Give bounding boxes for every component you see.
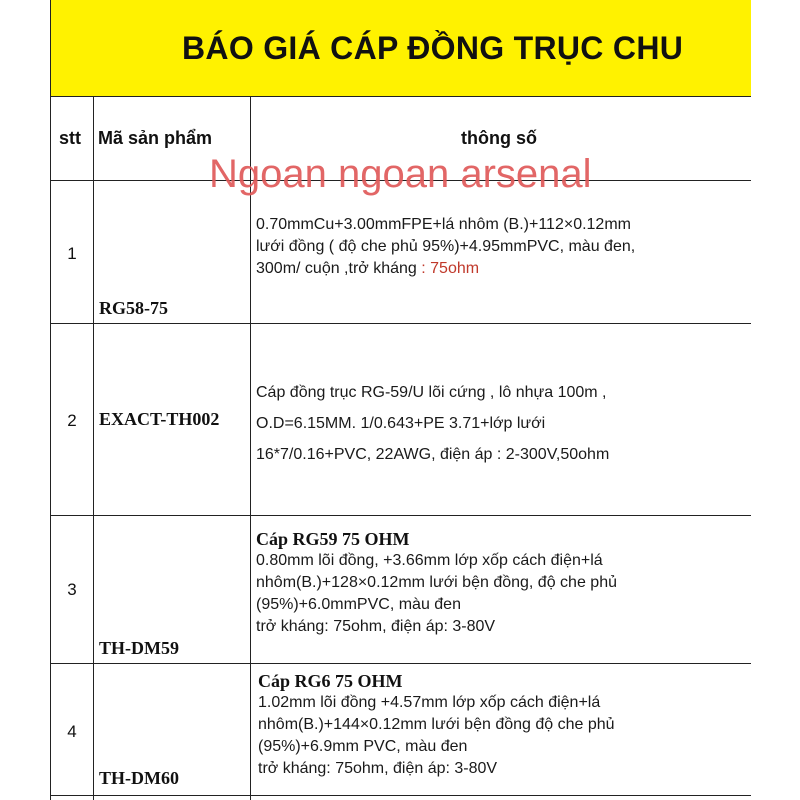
row-spec — [256, 377, 609, 470]
spec-line: 0.70mmCu+3.00mmFPE+lá nhôm (B.)+112×0.12mm — [256, 216, 631, 233]
spec-heading: Cáp RG59 75 OHM — [256, 529, 410, 549]
row-product-code: EXACT-TH002 — [99, 409, 220, 429]
header-spec: thông số — [461, 128, 537, 148]
row-spec — [256, 528, 617, 638]
row-stt: 1 — [67, 244, 77, 263]
grid-line-horizontal — [51, 663, 751, 664]
grid-line-vertical — [93, 96, 94, 800]
row-product-code: TH-DM60 — [99, 768, 179, 788]
price-sheet — [50, 0, 751, 800]
row-stt: 2 — [67, 411, 77, 430]
spec-line: 16*7/0.16+PVC, 22AWG, điện áp : 2-300V,50ohm — [256, 446, 610, 463]
grid-line-horizontal — [51, 795, 751, 796]
grid-line-vertical — [250, 96, 251, 800]
spec-line: trở kháng: 75ohm, điện áp: 3-80V — [258, 760, 498, 777]
spec-line: O.D=6.15MM. 1/0.643+PE 3.71+lớp lưới — [256, 415, 546, 432]
row-stt: 4 — [67, 722, 77, 741]
spec-line: 1.02mm lõi đồng +4.57mm lớp xốp cách điện+lá — [258, 694, 601, 711]
row-product-code: TH-DM59 — [99, 638, 179, 658]
spec-line: lưới đồng ( độ che phủ 95%)+4.95mmPVC, màu đen, — [256, 238, 636, 255]
spec-heading: Cáp RG6 75 OHM — [258, 671, 403, 691]
header-product-code: Mã sản phẩm — [98, 128, 213, 148]
row-stt: 3 — [67, 580, 77, 599]
spec-line: nhôm(B.)+144×0.12mm lưới bện đồng độ che phủ — [258, 716, 615, 733]
grid-line-horizontal — [51, 323, 751, 324]
row-product-code: RG58-75 — [99, 298, 168, 318]
watermark: Ngoan ngoan arsenal — [209, 152, 592, 196]
row-spec — [256, 214, 635, 280]
title-bar — [51, 0, 751, 97]
spec-line: 300m/ cuộn ,trở kháng : 75ohm — [256, 260, 480, 277]
impedance-highlight: : 75ohm — [421, 260, 480, 277]
spec-line: 0.80mm lõi đồng, +3.66mm lớp xốp cách điện+lá — [256, 552, 603, 569]
spec-line: (95%)+6.9mm PVC, màu đen — [258, 738, 468, 755]
page-title: BÁO GIÁ CÁP ĐỒNG TRỤC CHU — [182, 30, 684, 66]
row-spec — [258, 670, 615, 780]
spec-line: nhôm(B.)+128×0.12mm lưới bện đồng, độ che phủ — [256, 574, 617, 591]
header-stt: stt — [59, 128, 81, 148]
grid-line-horizontal — [51, 515, 751, 516]
spec-line: (95%)+6.0mmPVC, màu đen — [256, 596, 461, 613]
spec-line: Cáp đồng trục RG-59/U lõi cứng , lô nhựa 100m , — [256, 384, 607, 401]
spec-line: trở kháng: 75ohm, điện áp: 3-80V — [256, 618, 496, 635]
